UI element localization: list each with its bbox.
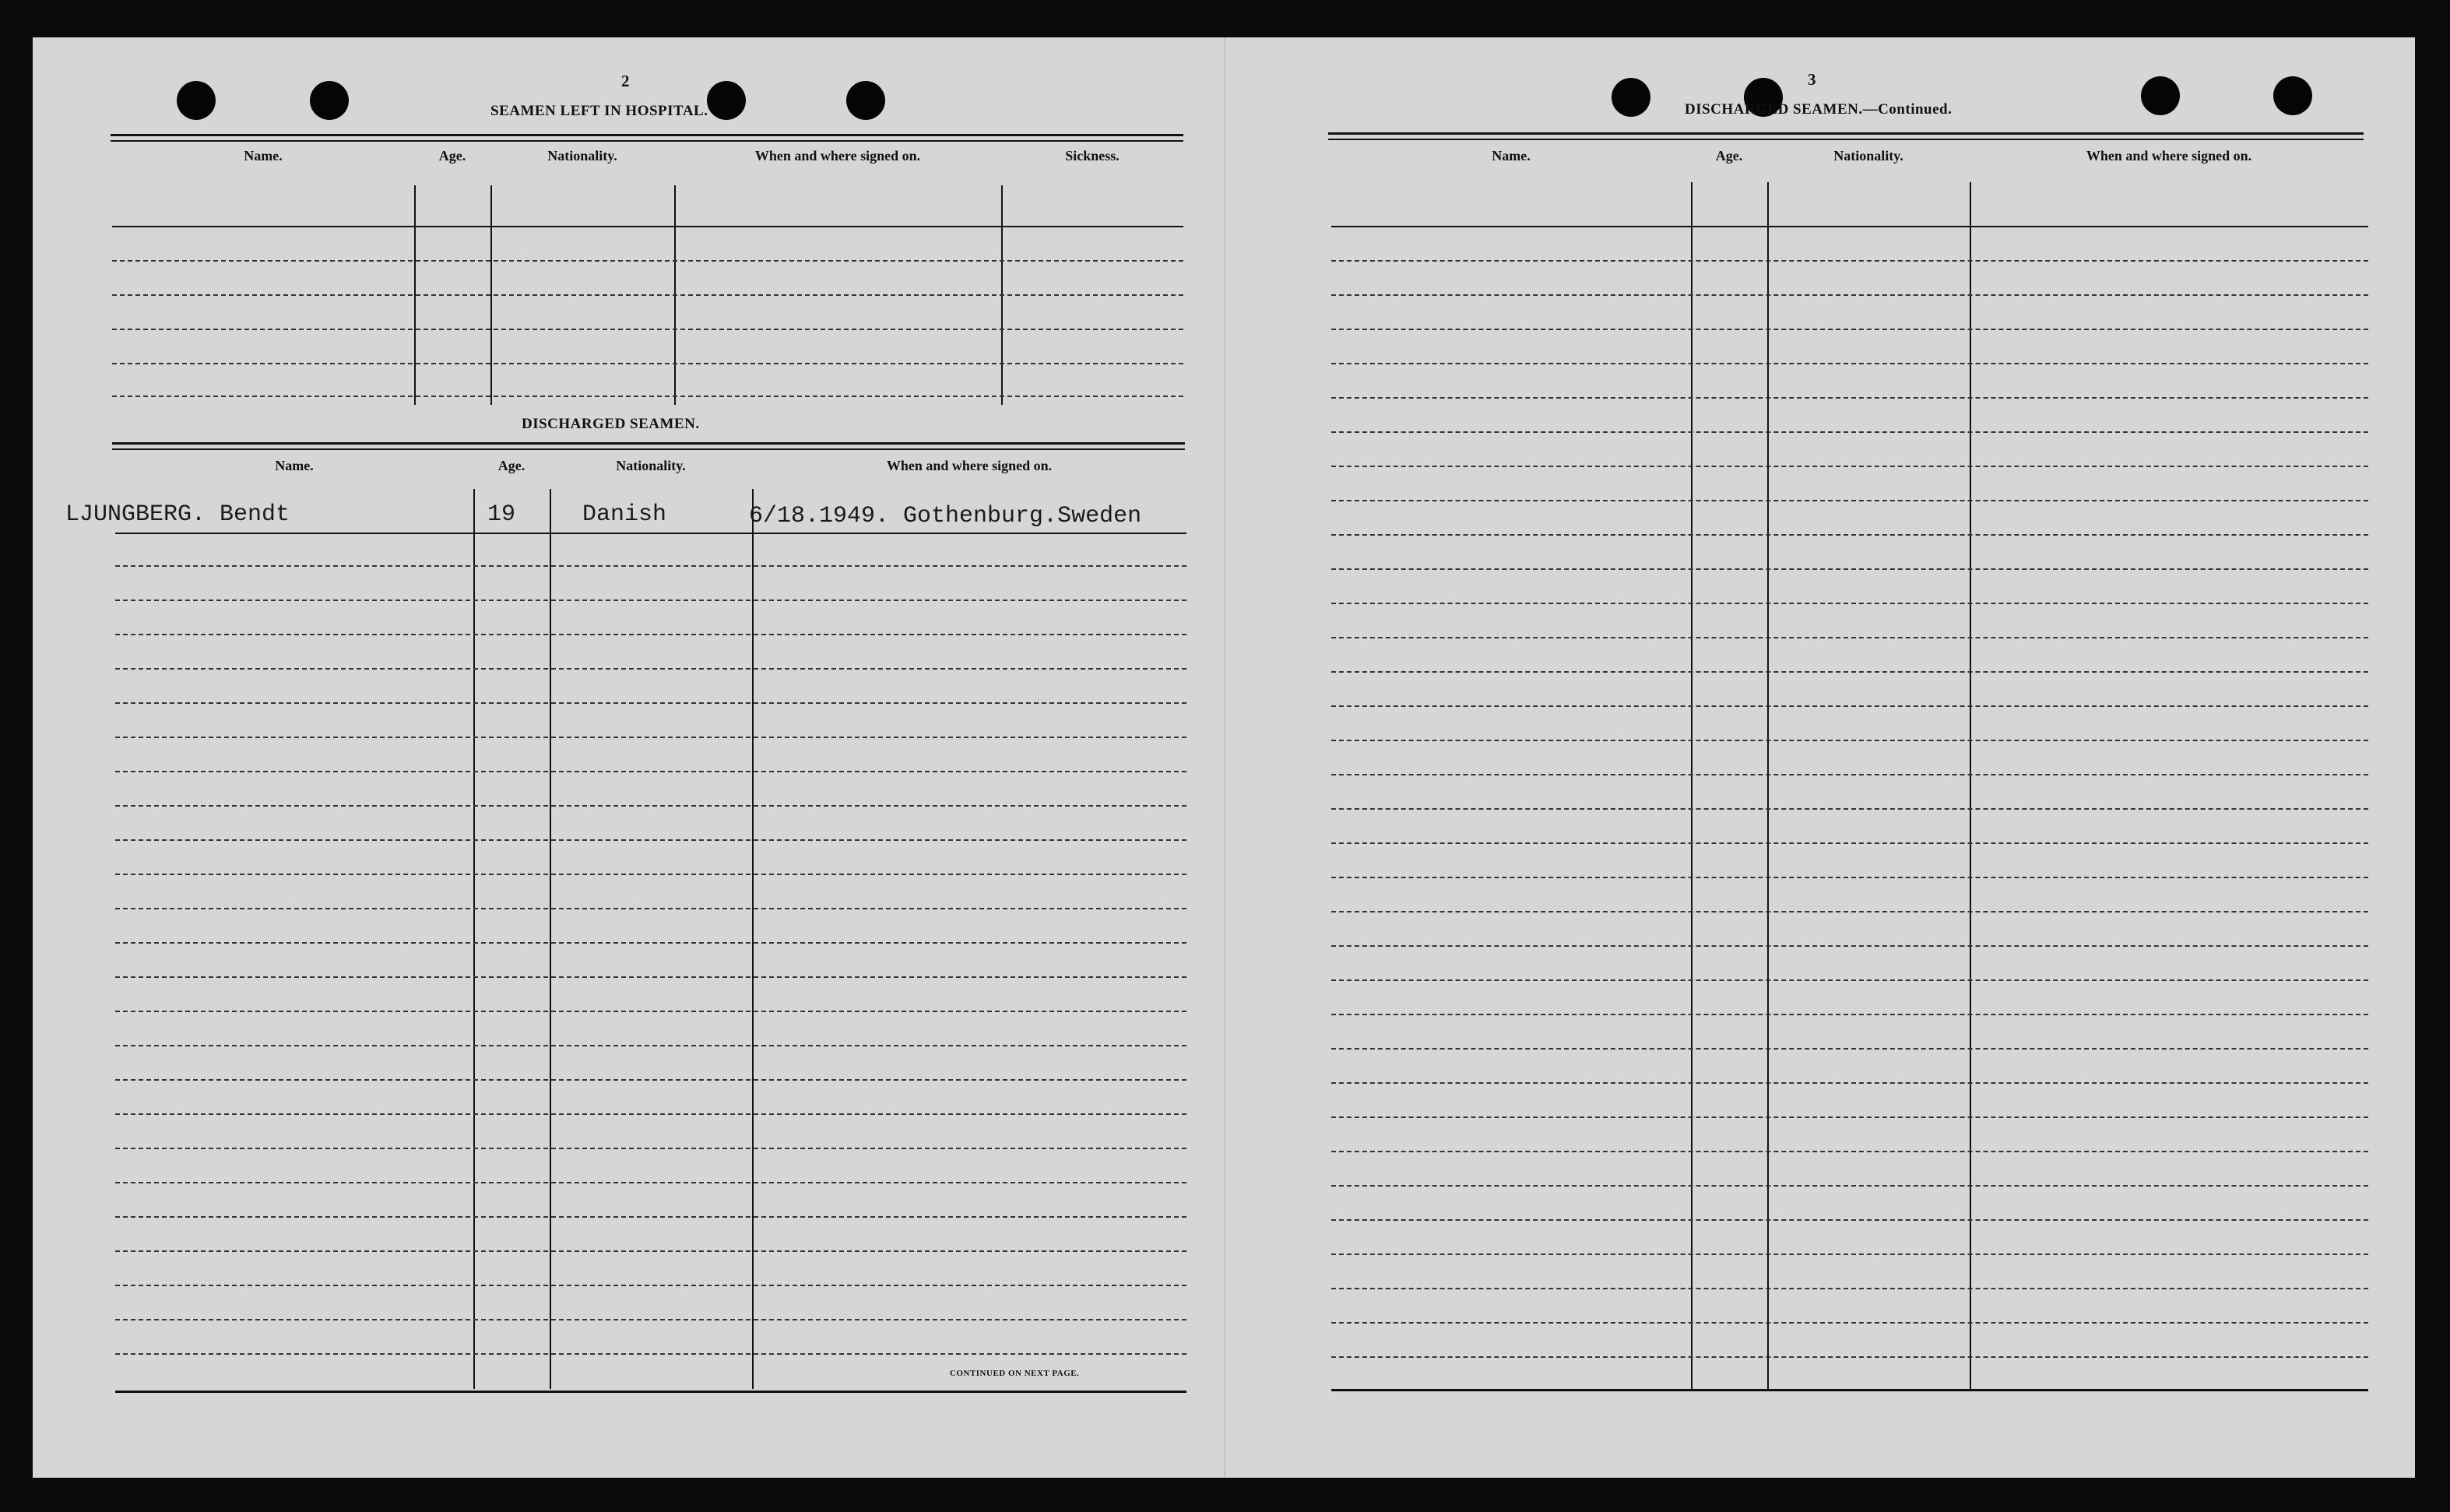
table-row (1331, 260, 2368, 262)
punch-hole (707, 81, 746, 120)
table-row (1331, 1219, 2368, 1221)
column-header-age: Age. (438, 148, 466, 164)
table-row (115, 1148, 1186, 1149)
title-rule (111, 134, 1183, 136)
table-row (1331, 808, 2368, 810)
title-rule (1328, 132, 2364, 135)
seaman-name: LJUNGBERG. Bendt (65, 501, 290, 528)
table-row (115, 908, 1186, 909)
table-row (112, 260, 1183, 262)
section-rule (112, 448, 1185, 450)
page-number: 2 (621, 72, 630, 90)
table-row (115, 600, 1186, 601)
title-rule (1328, 139, 2364, 140)
table-row (1331, 1288, 2368, 1289)
hospital-section-title: SEAMEN LEFT IN HOSPITAL. (490, 103, 708, 119)
table-row (1331, 1014, 2368, 1015)
table-row (1331, 842, 2368, 844)
table-row (1331, 671, 2368, 673)
table-row (115, 1045, 1186, 1046)
table-row (112, 396, 1183, 397)
left-page (33, 37, 1224, 1478)
column-header-age: Age. (1715, 148, 1743, 164)
column-divider (752, 489, 754, 1389)
table-row (1331, 431, 2368, 433)
discharged-table (115, 458, 1186, 1392)
column-header-name: Name. (1492, 148, 1531, 164)
table-row (115, 634, 1186, 635)
right-page (1224, 37, 2415, 1478)
table-row (1331, 397, 2368, 399)
table-row (1331, 294, 2368, 296)
table-row (1331, 1082, 2368, 1084)
table-bottom-line (115, 1391, 1186, 1393)
table-row (115, 702, 1186, 704)
punch-hole (2141, 76, 2180, 115)
punch-hole (177, 81, 216, 120)
discharged-section-title: DISCHARGED SEAMEN. (522, 416, 700, 432)
table-row (115, 771, 1186, 772)
column-header-signed-on: When and where signed on. (2086, 148, 2252, 164)
table-row (115, 976, 1186, 978)
section-rule (112, 442, 1185, 445)
table-row (1331, 911, 2368, 912)
table-row (115, 1011, 1186, 1012)
table-row (1331, 877, 2368, 878)
seaman-signed-on: 6/18.1949. Gothenburg.Sweden (749, 503, 1142, 529)
document-sheet (33, 37, 2415, 1478)
table-row (1331, 637, 2368, 638)
discharged-continued-table (1331, 148, 2368, 1391)
column-header-sickness: Sickness. (1065, 148, 1120, 164)
table-row (115, 942, 1186, 944)
table-row (115, 668, 1186, 670)
table-row (115, 737, 1186, 738)
column-header-age: Age. (497, 458, 526, 473)
table-row (1331, 534, 2368, 536)
column-header-signed-on: When and where signed on. (754, 148, 921, 164)
punch-hole (310, 81, 349, 120)
title-rule (111, 140, 1183, 142)
seaman-age: 19 (487, 501, 516, 528)
column-header-name: Name. (275, 458, 314, 473)
column-divider (550, 489, 551, 1389)
table-row (1331, 466, 2368, 467)
table-row (115, 1113, 1186, 1115)
table-row (115, 1319, 1186, 1320)
table-row (1331, 1356, 2368, 1358)
header-line (1331, 226, 2368, 227)
table-row (1331, 705, 2368, 707)
table-row (112, 294, 1183, 296)
column-header-nationality: Nationality. (616, 458, 686, 473)
column-header-signed-on: When and where signed on. (886, 458, 1053, 473)
seaman-nationality: Danish (582, 501, 667, 528)
table-row (115, 1182, 1186, 1183)
table-row (115, 1216, 1186, 1218)
table-row (1331, 740, 2368, 741)
table-row (1331, 1116, 2368, 1118)
table-row (1331, 363, 2368, 364)
punch-hole (2273, 76, 2312, 115)
page-number: 3 (1808, 70, 1816, 89)
punch-hole (1612, 78, 1650, 117)
punch-hole (846, 81, 885, 120)
table-row (1331, 774, 2368, 775)
header-line (112, 226, 1183, 227)
table-row (1331, 1254, 2368, 1255)
continued-note: CONTINUED ON NEXT PAGE. (950, 1369, 1080, 1378)
table-row (115, 839, 1186, 841)
table-row (115, 1353, 1186, 1355)
table-row (1331, 500, 2368, 501)
header-line (115, 533, 1186, 534)
table-row (1331, 568, 2368, 570)
table-row (1331, 603, 2368, 604)
column-header-name: Name. (244, 148, 283, 164)
table-row (115, 874, 1186, 875)
table-row (115, 805, 1186, 807)
table-row (1331, 329, 2368, 330)
column-divider (473, 489, 475, 1389)
table-row (115, 1250, 1186, 1252)
right-page-title: DISCHARGED SEAMEN.—Continued. (1685, 101, 1953, 118)
table-row (115, 565, 1186, 567)
table-row (115, 1285, 1186, 1286)
column-header-nationality: Nationality. (1833, 148, 1903, 164)
table-row (1331, 1322, 2368, 1324)
table-row (112, 363, 1183, 364)
table-bottom-line (1331, 1389, 2368, 1391)
table-row (1331, 979, 2368, 981)
table-row (1331, 945, 2368, 947)
column-header-nationality: Nationality. (547, 148, 617, 164)
table-row (1331, 1185, 2368, 1187)
table-row (1331, 1151, 2368, 1152)
table-row (115, 1079, 1186, 1081)
table-row (1331, 1048, 2368, 1050)
hospital-table (112, 148, 1183, 405)
table-row (112, 329, 1183, 330)
